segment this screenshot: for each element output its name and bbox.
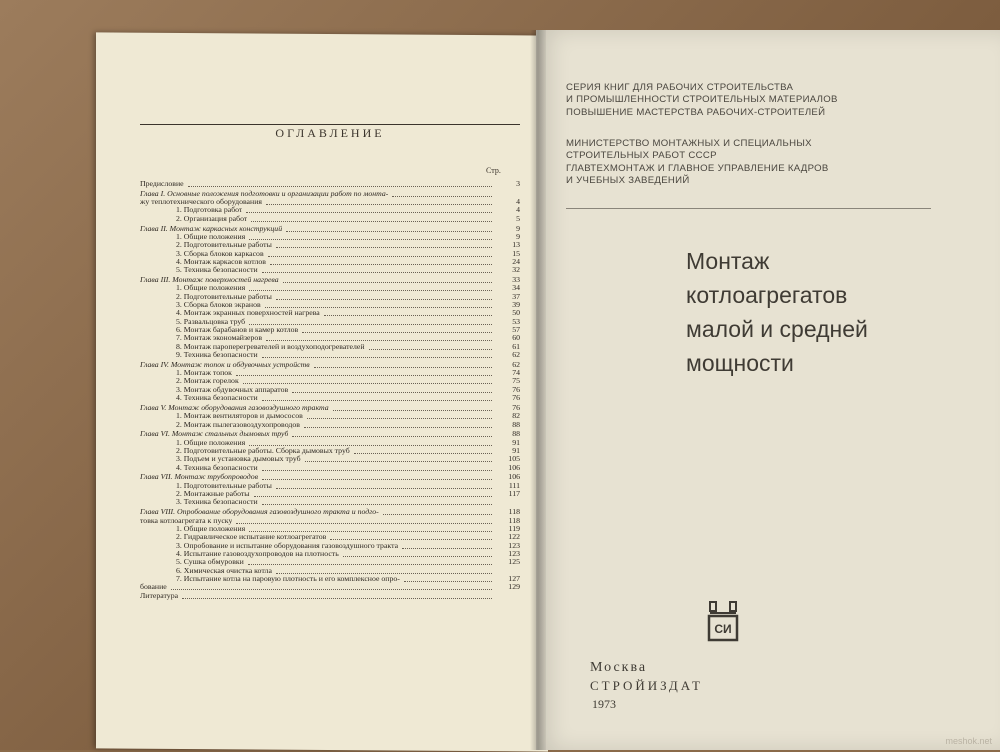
toc-entry-text: 3. Сборка блоков экранов xyxy=(176,300,261,309)
toc-dot-leader xyxy=(249,238,492,240)
toc-entry-text: Глава VIII. Опробование оборудования газовоздушного тракта и подго- xyxy=(140,508,379,517)
toc-row xyxy=(140,412,520,420)
toc-page-number: 15 xyxy=(512,248,520,258)
toc-dot-leader xyxy=(304,426,492,428)
toc-chapter-row xyxy=(140,225,520,233)
toc-dot-leader xyxy=(262,399,492,401)
toc-dot-leader xyxy=(236,522,492,524)
toc-page-number: 88 xyxy=(512,429,520,439)
toc-page-number: 74 xyxy=(512,368,520,378)
toc-row xyxy=(140,377,520,385)
toc-chapter-row xyxy=(140,430,520,438)
toc-row xyxy=(140,198,520,206)
toc-row xyxy=(140,575,520,583)
toc-page-number: 24 xyxy=(512,256,520,266)
toc-page-number: 122 xyxy=(508,532,520,542)
toc-entry-text: 1. Общие положения xyxy=(176,284,246,293)
toc-page-number: 111 xyxy=(508,480,520,490)
toc-entry-text: 2. Монтаж пылегазовоздухопроводов xyxy=(176,420,300,429)
toc-entry-text: 2. Монтаж горелок xyxy=(176,377,239,386)
toc-chapter-row xyxy=(140,473,520,481)
series-line: ПОВЫШЕНИЕ МАСТЕРСТВА РАБОЧИХ-СТРОИТЕЛЕЙ xyxy=(566,106,826,118)
toc-row xyxy=(140,206,520,214)
toc-row xyxy=(140,498,520,506)
toc-dot-leader xyxy=(307,417,492,419)
toc-page-number: 9 xyxy=(516,231,520,241)
toc-dot-leader xyxy=(262,469,492,471)
toc-dot-leader xyxy=(402,547,492,549)
toc-page-number: 33 xyxy=(512,274,520,284)
toc-entry-text: Литература xyxy=(140,591,179,600)
toc-dot-leader xyxy=(262,356,492,358)
imprint-publisher: СТРОЙИЗДАТ xyxy=(590,678,703,693)
toc-entry-text: 2. Подготовительные работы xyxy=(176,292,272,301)
toc-page-number: 61 xyxy=(512,341,520,351)
toc-chapter-row xyxy=(140,404,520,412)
toc-page-number: 62 xyxy=(512,350,520,360)
toc-row xyxy=(140,250,520,258)
toc-dot-leader xyxy=(266,203,492,205)
toc-page-number: 13 xyxy=(512,240,520,250)
toc-page-number: 3 xyxy=(516,179,520,188)
toc-entry-text: 4. Техника безопасности xyxy=(176,394,258,403)
toc-row xyxy=(140,455,520,463)
org-line: МИНИСТЕРСТВО МОНТАЖНЫХ И СПЕЦИАЛЬНЫХ xyxy=(566,138,812,149)
toc-row xyxy=(140,533,520,541)
toc-row xyxy=(140,284,520,292)
toc-entry-text: 9. Техника безопасности xyxy=(176,351,258,360)
toc-dot-leader xyxy=(262,503,492,505)
title-line: котлоагрегатов xyxy=(686,282,848,308)
toc-dot-leader xyxy=(276,572,492,574)
toc-dot-leader xyxy=(392,195,492,197)
toc-dot-leader xyxy=(236,374,492,376)
toc-page-number: 129 xyxy=(508,582,520,592)
toc-row xyxy=(140,266,520,274)
toc-entry-text: Глава II. Монтаж каркасных конструкций xyxy=(140,224,283,233)
toc-dot-leader xyxy=(330,538,492,540)
toc-row xyxy=(140,447,520,455)
toc-entry-text: 2. Подготовительные работы. Сборка дымовых труб xyxy=(176,447,350,455)
toc-entry-text: 2. Организация работ xyxy=(176,214,248,223)
toc-page-number: 117 xyxy=(508,489,520,499)
toc-page-number: 76 xyxy=(512,393,520,403)
toc-row xyxy=(140,233,520,241)
toc-heading: ОГЛАВЛЕНИЕ xyxy=(275,126,385,140)
toc-dot-leader xyxy=(324,314,492,316)
toc-dot-leader xyxy=(314,366,492,368)
toc-entry-text: 6. Монтаж барабанов и камер котлов xyxy=(176,326,299,335)
toc-entry-text: 8. Монтаж пароперегревателей и воздухоподогревателей xyxy=(176,342,365,351)
toc-dot-leader xyxy=(265,306,492,308)
toc-entry-text: 1. Подготовительные работы xyxy=(176,481,272,490)
table-of-contents xyxy=(140,180,520,600)
toc-row xyxy=(140,490,520,498)
toc-entry-text: 1. Общие положения xyxy=(176,524,246,533)
toc-row xyxy=(140,215,520,223)
toc-page-number: 125 xyxy=(508,557,520,567)
toc-dot-leader xyxy=(292,435,492,437)
toc-page-number: 91 xyxy=(512,437,520,447)
toc-page-number: 88 xyxy=(512,419,520,429)
toc-page-number: 53 xyxy=(512,316,520,326)
toc-entry-text: 1. Монтаж топок xyxy=(176,369,232,378)
toc-row xyxy=(140,326,520,334)
toc-page-number: 91 xyxy=(512,446,520,455)
toc-entry-text: Глава VII. Монтаж трубопроводов xyxy=(140,473,259,482)
toc-dot-leader xyxy=(404,580,492,582)
toc-entry-text: Глава V. Монтаж оборудования газовоздушного тракта xyxy=(140,403,329,412)
org-line: СТРОИТЕЛЬНЫХ РАБОТ СССР xyxy=(566,150,717,162)
toc-page-number: 105 xyxy=(508,454,520,464)
toc-row xyxy=(140,369,520,377)
toc-entry-text: 2. Подготовительные работы xyxy=(176,241,272,250)
toc-dot-leader xyxy=(251,220,492,222)
org-line: И УЧЕБНЫХ ЗАВЕДЕНИЙ xyxy=(566,175,690,187)
toc-entry-text: 6. Химическая очистка котла xyxy=(176,566,272,575)
toc-row xyxy=(140,421,520,429)
toc-row xyxy=(140,351,520,359)
toc-entry-text: жу теплотехнического оборудования xyxy=(140,198,262,207)
toc-entry-text: 3. Техника безопасности xyxy=(176,498,258,507)
toc-page-number: 62 xyxy=(512,359,520,369)
series-line: СЕРИЯ КНИГ ДЛЯ РАБОЧИХ СТРОИТЕЛЬСТВА xyxy=(566,82,794,93)
book-gutter xyxy=(530,30,546,750)
toc-row xyxy=(140,301,520,309)
toc-entry-text: Глава VI. Монтаж стальных дымовых труб xyxy=(140,430,289,439)
title-line: малой и средней xyxy=(686,316,868,342)
toc-page-number: 4 xyxy=(516,205,520,215)
toc-page-number: 106 xyxy=(508,462,520,472)
toc-row xyxy=(140,309,520,317)
toc-dot-leader xyxy=(188,185,492,187)
toc-dot-leader xyxy=(266,339,492,341)
toc-entry-text: 4. Техника безопасности xyxy=(176,463,258,472)
toc-row xyxy=(140,293,520,301)
toc-dot-leader xyxy=(249,530,492,532)
toc-entry-text: 5. Техника безопасности xyxy=(176,266,258,275)
toc-entry-text: 4. Монтаж каркасов котлов xyxy=(176,257,266,266)
toc-entry-text: бование xyxy=(140,583,167,592)
toc-page-number: 37 xyxy=(512,291,520,301)
toc-page-number: 32 xyxy=(512,265,520,275)
toc-row xyxy=(140,241,520,249)
toc-page-number: 106 xyxy=(508,472,520,482)
toc-dot-leader xyxy=(262,478,492,480)
title-line: Монтаж xyxy=(686,248,770,274)
toc-page-number: 4 xyxy=(516,197,520,207)
toc-dot-leader xyxy=(243,382,492,384)
toc-page-number: 5 xyxy=(516,213,520,223)
toc-page-number: 127 xyxy=(508,573,520,583)
toc-row xyxy=(140,439,520,447)
toc-page-number: 76 xyxy=(512,402,520,412)
publisher-logo-icon xyxy=(707,600,739,642)
toc-row xyxy=(140,464,520,472)
toc-row xyxy=(140,334,520,342)
toc-row xyxy=(140,258,520,266)
toc-page-number: 57 xyxy=(512,325,520,335)
toc-entry-text: 1. Общие положения xyxy=(176,232,246,241)
toc-entry-text: Глава I. Основные положения подготовки и организации работ по монта- xyxy=(140,189,389,198)
toc-page-number: 76 xyxy=(512,384,520,394)
toc-entry-text: 4. Испытание газовоздухопроводов на плотность xyxy=(176,549,339,558)
toc-entry-text: 3. Монтаж обдувочных аппаратов xyxy=(176,385,289,394)
toc-dot-leader xyxy=(383,513,492,515)
toc-page-number: 50 xyxy=(512,308,520,318)
toc-page-number: 82 xyxy=(512,411,520,421)
toc-row xyxy=(140,318,520,326)
toc-page-number: 34 xyxy=(512,283,520,293)
toc-page-number: 39 xyxy=(512,299,520,309)
toc-dot-leader xyxy=(270,263,492,265)
toc-page-number: 9 xyxy=(516,223,520,233)
toc-chapter-row xyxy=(140,276,520,284)
toc-dot-leader xyxy=(333,409,492,411)
toc-dot-leader xyxy=(249,444,492,446)
book-title xyxy=(686,244,868,380)
toc-entry-text: 1. Общие положения xyxy=(176,438,246,447)
toc-dot-leader xyxy=(249,289,492,291)
toc-chapter-row xyxy=(140,190,520,198)
toc-dot-leader xyxy=(286,230,492,232)
toc-dot-leader xyxy=(305,460,492,462)
toc-entry-text: Глава IV. Монтаж топок и обдувочных устройств xyxy=(140,360,310,369)
toc-page-number: 123 xyxy=(508,548,520,558)
title-divider xyxy=(566,208,931,209)
toc-dot-leader xyxy=(276,487,492,489)
toc-row xyxy=(140,542,520,550)
toc-dot-leader xyxy=(246,211,492,213)
toc-entry-text: 7. Испытание котла на паровую плотность и его комплексное опро- xyxy=(176,574,400,583)
series-block xyxy=(566,82,838,119)
toc-row xyxy=(140,386,520,394)
toc-dot-leader xyxy=(343,555,492,557)
toc-row xyxy=(140,558,520,566)
toc-dot-leader xyxy=(182,597,492,599)
toc-dot-leader xyxy=(276,298,492,300)
toc-row xyxy=(140,550,520,558)
toc-entry-text: 5. Развальцовка труб xyxy=(176,317,246,326)
toc-entry-text: 4. Монтаж экранных поверхностей нагрева xyxy=(176,309,320,318)
toc-entry-text: Предисловие xyxy=(140,180,184,188)
toc-entry-text: 3. Сборка блоков каркасов xyxy=(176,249,264,258)
toc-dot-leader xyxy=(369,348,492,350)
org-line: ГЛАВТЕХМОНТАЖ И ГЛАВНОЕ УПРАВЛЕНИЕ КАДРОВ xyxy=(566,162,829,174)
toc-dot-leader xyxy=(248,563,492,565)
toc-dot-leader xyxy=(249,323,492,325)
toc-entry-text: 1. Монтаж вентиляторов и дымососов xyxy=(176,412,303,421)
toc-dot-leader xyxy=(354,452,492,454)
series-line: И ПРОМЫШЛЕННОСТИ СТРОИТЕЛЬНЫХ МАТЕРИАЛОВ xyxy=(566,94,838,106)
toc-entry-text: 3. Опробование и испытание оборудования газовоздушного тракта xyxy=(176,541,399,550)
toc-chapter-row xyxy=(140,508,520,516)
title-line: мощности xyxy=(686,350,794,376)
imprint-year: 1973 xyxy=(592,697,616,711)
toc-dot-leader xyxy=(268,255,492,257)
toc-entry-text: Глава III. Монтаж поверхностей нагрева xyxy=(140,275,279,284)
toc-page-number: 119 xyxy=(508,523,520,533)
toc-row xyxy=(140,343,520,351)
toc-entry-text: товка котлоагрегата к пуску xyxy=(140,516,233,525)
toc-dot-leader xyxy=(262,271,492,273)
toc-page-number: 75 xyxy=(512,376,520,386)
toc-page-number: 60 xyxy=(512,333,520,343)
toc-dot-leader xyxy=(302,331,492,333)
toc-entry-text: 7. Монтаж экономайзеров xyxy=(176,334,262,343)
toc-page-column-label: Стр. xyxy=(486,166,501,175)
toc-top-rule xyxy=(140,124,520,125)
toc-row xyxy=(140,517,520,525)
toc-entry-text: 1. Подготовка работ xyxy=(176,206,243,215)
toc-row xyxy=(140,583,520,591)
toc-page-number: 118 xyxy=(508,507,520,517)
toc-row xyxy=(140,525,520,533)
imprint-city: Москва xyxy=(590,660,648,675)
toc-page-number: 123 xyxy=(508,540,520,550)
watermark: meshok.net xyxy=(945,736,992,746)
toc-entry-text: 2. Гидравлическое испытание котлоагрегатов xyxy=(176,533,327,542)
toc-row xyxy=(140,394,520,402)
toc-entry-text: 3. Подъем и установка дымовых труб xyxy=(176,455,301,464)
toc-dot-leader xyxy=(276,246,492,248)
organization-block xyxy=(566,138,829,188)
logo-text: СИ xyxy=(714,622,732,636)
toc-dot-leader xyxy=(283,281,492,283)
toc-row xyxy=(140,482,520,490)
toc-dot-leader xyxy=(171,588,492,590)
toc-entry-text: 5. Сушка обмуровки xyxy=(176,558,244,567)
toc-row xyxy=(140,180,520,188)
toc-chapter-row xyxy=(140,361,520,369)
toc-row xyxy=(140,592,520,600)
toc-dot-leader xyxy=(254,495,492,497)
toc-page-number: 118 xyxy=(508,515,520,525)
toc-row xyxy=(140,567,520,575)
toc-dot-leader xyxy=(292,391,492,393)
toc-entry-text: 2. Монтажные работы xyxy=(176,490,250,499)
